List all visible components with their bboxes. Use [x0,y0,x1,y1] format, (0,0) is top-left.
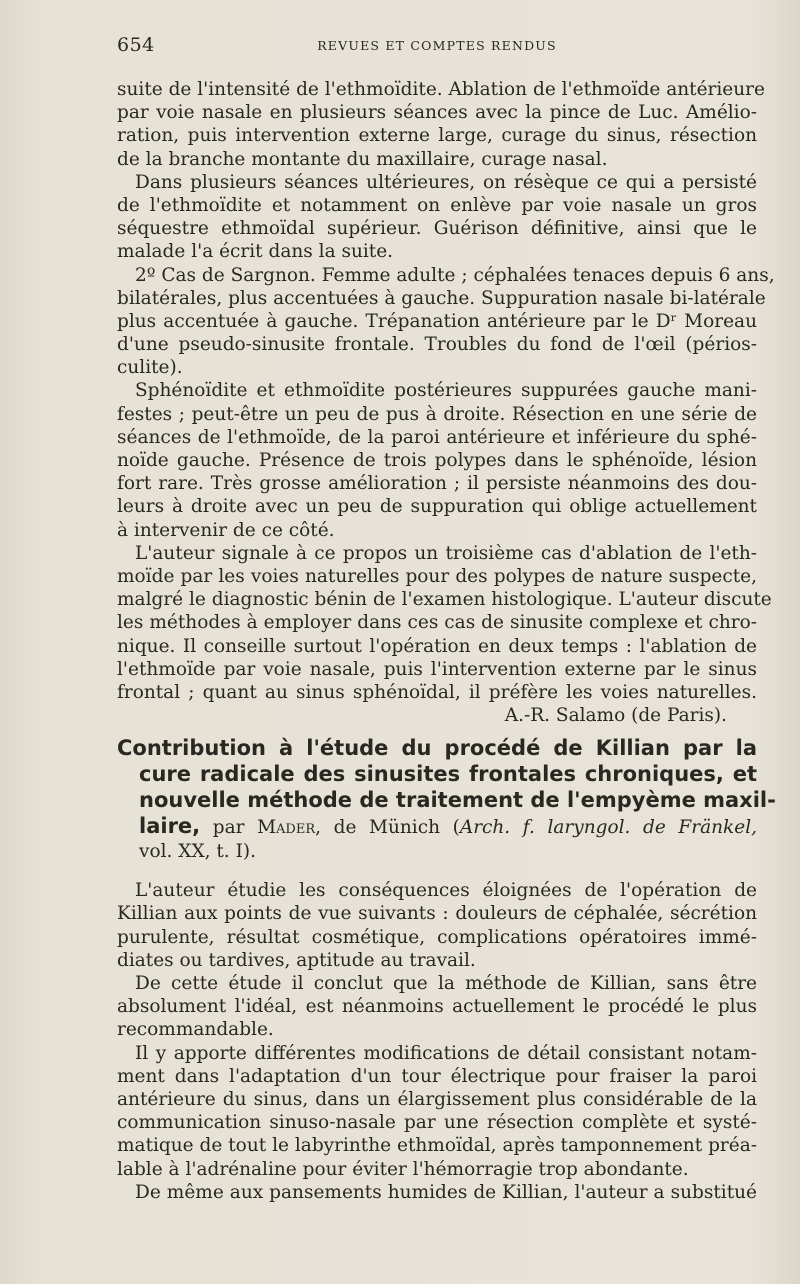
text-line: malade l'a écrit dans la suite. [117,241,394,263]
text-line: De même aux pansements humides de Killian, l'auteur a substitué [135,1181,757,1203]
text-line: par voie nasale en plusieurs séances avec la pince de Luc. Amélio- [117,102,757,124]
page-body [117,78,776,1204]
text-line: Sphénoïdite et ethmoïdite postérieures suppurées gauche mani- [135,380,757,402]
text-line: l'ethmoïde par voie nasale, puis l'intervention externe par le sinus [117,658,757,680]
author-name: Mader [257,817,316,839]
text-line: d'une pseudo-sinusite frontale. Troubles du fond de l'œil (périos- [117,334,757,356]
text-line: Il y apporte différentes modifications de détail consistant notam- [135,1042,757,1064]
text-line: ration, puis intervention externe large, curage du sinus, résection [117,125,757,147]
text-line: antérieure du sinus, dans un élargissement plus considérable de la [117,1088,757,1110]
title-last-word: laire, [139,814,201,839]
text-line: de la branche montante du maxillaire, curage nasal. [117,148,608,170]
title-line: cure radicale des sinusites frontales chroniques, et [139,762,757,787]
text-line: lable à l'adrénaline pour éviter l'hémorragie trop abondante. [117,1158,689,1180]
page-header [117,34,757,62]
journal-volume: vol. XX, t. I). [139,841,256,863]
text-line: leurs à droite avec un peu de suppuration qui oblige actuellement [117,496,757,518]
text-line: ment dans l'adaptation d'un tour électrique pour fraiser la paroi [117,1065,757,1087]
text-line: diates ou tardives, aptitude au travail. [117,949,476,971]
text-line: suite de l'intensité de l'ethmoïdite. Ablation de l'ethmoïde antérieure [117,79,765,100]
text-line: festes ; peut-être un peu de pus à droite. Résection en une série de [117,403,757,425]
text-line: malgré le diagnostic bénin de l'examen histologique. L'auteur discute [117,589,772,611]
text-line: moïde par les voies naturelles pour des polypes de nature suspecte, [117,565,757,587]
text-line: Killian aux points de vue suivants : douleurs de céphalée, sécrétion [117,903,757,925]
text-line: 2º Cas de Sargnon. Femme adulte ; céphalées tenaces depuis 6 ans, [135,264,775,286]
article-title [117,735,776,865]
text-line: L'auteur étudie les conséquences éloignées de l'opération de [135,880,757,902]
page-number: 654 [117,34,155,56]
text-line: culite). [117,357,183,379]
text-line: L'auteur signale à ce propos un troisième cas d'ablation de l'eth- [135,542,757,564]
text-line: De cette étude il conclut que la méthode de Killian, sans être [135,973,757,994]
text-line: séances de l'ethmoïde, de la paroi antérieure et inférieure du sphé- [117,426,757,448]
text-line: à intervenir de ce côté. [117,519,335,541]
text-line: séquestre ethmoïdal supérieur. Guérison définitive, ainsi que le [117,218,757,240]
by-text: par [200,817,258,839]
text-line: communication sinuso-nasale par une résection complète et systé- [117,1112,757,1134]
title-byline [117,813,757,839]
text-line: absolument l'idéal, est néanmoins actuellement le procédé le plus [117,996,757,1018]
running-head: REVUES ET COMPTES RENDUS [317,38,557,53]
text-line: nique. Il conseille surtout l'opération en deux temps : l'ablation de [117,635,757,657]
text-line: matique de tout le labyrinthe ethmoïdal, après tamponnement préa- [117,1135,757,1157]
text-line: noïde gauche. Présence de trois polypes dans le sphénoïde, lésion [117,450,757,471]
text-line: purulente, résultat cosmétique, complications opératoires immé- [117,926,757,948]
text-line: de l'ethmoïdite et notamment on enlève par voie nasale un gros [117,194,757,216]
author-affiliation: , de Münich ( [315,817,460,839]
review-signature: A.-R. Salamo (de Paris). [504,705,727,727]
text-line: Dans plusieurs séances ultérieures, on résèque ce qui a persisté [135,171,757,193]
journal-name: Arch. f. laryngol. de Fränkel, [459,817,757,839]
text-line: les méthodes à employer dans ces cas de sinusite complexe et chro- [117,612,757,634]
text-line: bilatérales, plus accentuées à gauche. Suppuration nasale bi-latérale [117,287,766,309]
text-line: recommandable. [117,1019,274,1041]
text-line: fort rare. Très grosse amélioration ; il persiste néanmoins des dou- [117,473,757,495]
title-line: Contribution à l'étude du procédé de Killian par la [117,736,757,761]
text-line: plus accentuée à gauche. Trépanation antérieure par le Dʳ Moreau [117,310,757,332]
text-line: frontal ; quant au sinus sphénoïdal, il préfère les voies naturelles. [117,681,757,703]
title-line: nouvelle méthode de traitement de l'empyème maxil- [139,788,776,813]
